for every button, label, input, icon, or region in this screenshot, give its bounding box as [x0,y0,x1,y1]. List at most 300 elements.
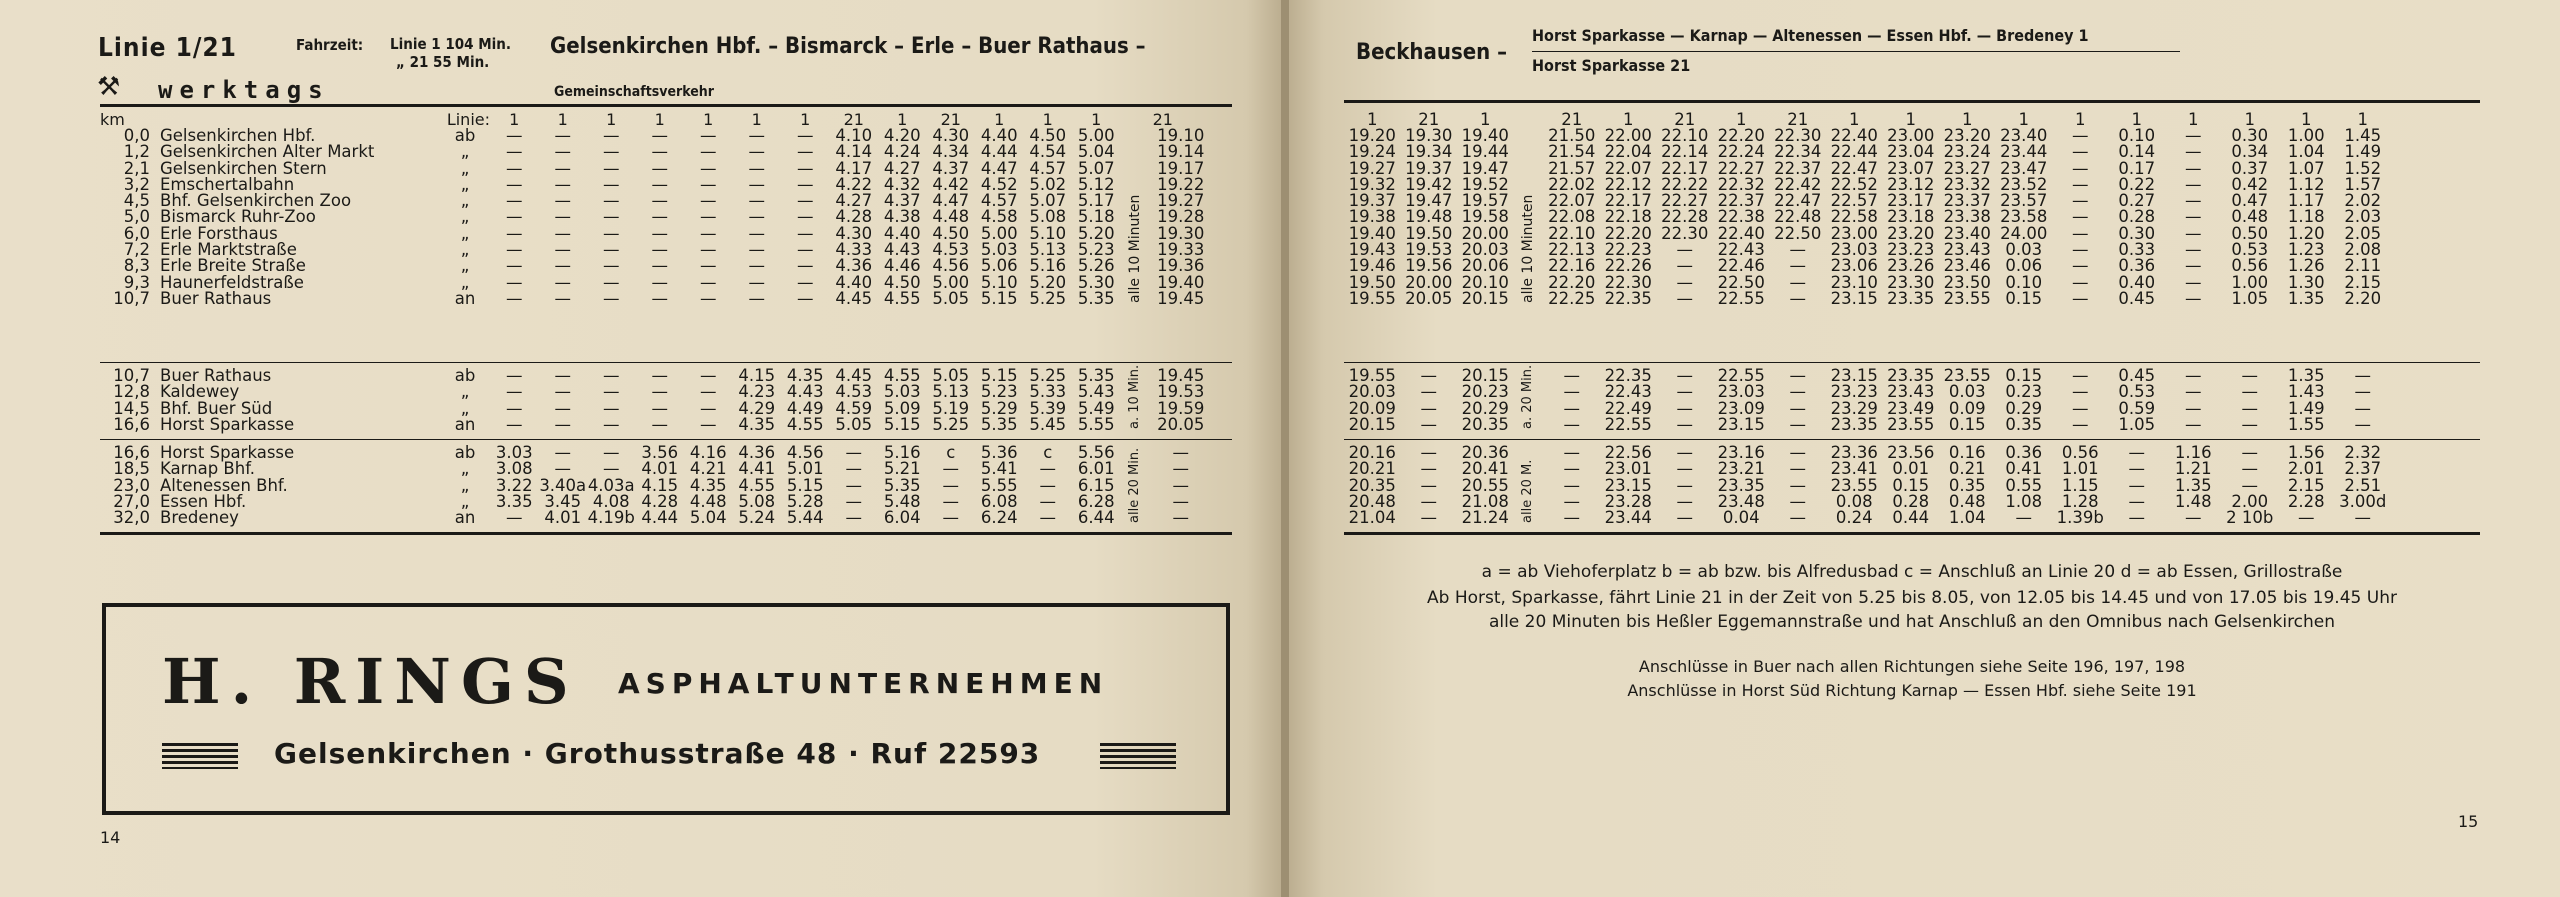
time-cell: 5.19 [932,398,970,418]
stop-name: Gelsenkirchen Alter Markt [160,142,375,162]
time-cell: 23.43 [1887,382,1935,402]
time-cell: — [700,223,717,243]
time-cell: — [700,207,717,227]
time-cell: — [2072,158,2089,178]
time-cell: — [1563,382,1580,402]
time-cell: 1.00 [2231,272,2269,292]
time-cell: 5.55 [980,475,1018,495]
time-cell: 4.53 [835,382,873,402]
time-cell: — [2072,382,2089,402]
stop-name: Karnap Bhf. [160,459,256,479]
time-cell: 4.20 [883,126,921,145]
time-cell: 5.43 [1077,382,1115,402]
hammer-and-pick-icon: ⚒ [97,72,121,102]
time-cell: — [506,223,523,243]
time-cell: — [603,443,620,462]
time-cell: 19.14 [1157,142,1205,162]
time-cell: 1.23 [2287,240,2325,260]
time-cell: 4.37 [883,191,921,211]
time-cell: 23.35 [1830,414,1878,434]
interval-label: alle 20 Min. [1126,447,1142,523]
time-cell: 23.58 [2000,207,2048,227]
left-header-row [100,110,1205,129]
time-cell: 23.17 [1887,191,1935,211]
dep-arr-mark: ab [454,366,476,385]
time-cell: 0.45 [2118,288,2156,308]
time-cell: 0.23 [2005,382,2043,402]
time-cell: 20.36 [1461,443,1509,462]
time-cell: 23.28 [1604,491,1652,511]
time-cell: 5.35 [980,414,1018,434]
line-number: 1 [2188,110,2199,129]
header-rule [100,104,1232,107]
time-cell: 19.22 [1157,174,1205,194]
time-cell: 0.45 [2118,366,2156,385]
time-cell: — [603,398,620,418]
time-cell: — [797,272,814,292]
time-cell: — [1676,414,1693,434]
km-value: 0,0 [123,126,150,145]
line-number-row [1344,110,2391,129]
line-number: 1 [2131,110,2142,129]
time-cell: 1.07 [2287,158,2325,178]
time-cell: — [2072,366,2089,385]
time-cell: 20.21 [1348,459,1396,479]
time-cell: — [1676,240,1693,260]
time-cell: 0.15 [1892,475,1930,495]
time-cell: 0.27 [2118,191,2156,211]
time-cell: 4.44 [980,142,1018,162]
time-cell: 4.47 [980,158,1018,178]
time-cell: 3.56 [641,443,679,462]
time-cell: 6.15 [1077,475,1115,495]
time-cell: 19.32 [1348,174,1396,194]
time-cell: 5.44 [786,508,824,528]
time-cell: 6.08 [980,491,1018,511]
time-cell: — [942,459,959,479]
time-cell: 22.00 [1604,126,1652,145]
time-cell: 0.36 [2005,443,2043,462]
time-cell: 23.50 [1943,272,1991,292]
time-cell: — [603,256,620,276]
km-value: 4,5 [123,191,150,211]
km-value: 3,2 [123,174,150,194]
time-cell: — [1039,508,1056,528]
time-cell: 0.34 [2231,142,2269,162]
right-block1 [1344,128,2391,307]
time-cell: 21.54 [1548,142,1596,162]
time-cell: 6.24 [980,508,1018,528]
time-cell: — [2128,459,2145,479]
time-cell: 20.41 [1461,459,1509,479]
route-divider [1532,51,2180,52]
time-cell: — [506,158,523,178]
time-cell: — [554,126,571,145]
time-cell: — [1563,398,1580,418]
time-cell: 4.48 [689,491,727,511]
interval-label: alle 20 M. [1519,459,1535,523]
time-cell: 5.15 [786,475,824,495]
time-cell: 19.44 [1461,142,1509,162]
time-cell: 22.32 [1717,174,1765,194]
time-cell: — [797,207,814,227]
time-cell: — [554,288,571,308]
time-cell: 1.35 [2287,288,2325,308]
time-cell: — [554,174,571,194]
footnote-legend: a = ab Viehoferplatz b = ab bzw. bis Alfredusbad c = Anschluß an Linie 20 d = ab Essen, Grillostraße [1481,562,2343,582]
time-cell: 4.46 [883,256,921,276]
time-cell: 4.58 [980,207,1018,227]
time-cell: 0.41 [2005,459,2043,479]
section-rule [100,439,1232,440]
time-cell: 22.10 [1548,223,1596,243]
time-cell: — [942,491,959,511]
time-cell: 5.09 [883,398,921,418]
time-cell: 4.24 [883,142,921,162]
time-cell: 0.30 [2231,126,2269,145]
time-cell: 5.25 [1029,288,1067,308]
time-cell: 23.27 [1943,158,1991,178]
time-cell: — [748,256,765,276]
time-cell: 1.56 [2287,443,2325,462]
time-cell: 22.17 [1604,191,1652,211]
time-cell: 5.06 [980,256,1018,276]
stop-name: Altenessen Bhf. [160,475,288,495]
time-cell: — [748,142,765,162]
time-cell: 0.04 [1722,508,1760,528]
time-cell: — [700,240,717,260]
route-line-1: Horst Sparkasse — Karnap — Altenessen — Essen Hbf. — Bredeney 1 [1532,26,2089,45]
time-cell: 0.10 [2005,272,2043,292]
stop-name: Erle Forsthaus [160,223,278,243]
time-cell: — [651,398,668,418]
time-cell: — [2072,240,2089,260]
time-cell: 4.32 [883,174,921,194]
time-cell: — [1676,382,1693,402]
time-cell: 2.00 [2231,491,2269,511]
time-cell: 0.28 [2118,207,2156,227]
time-cell: 22.14 [1661,142,1709,162]
time-cell: 0.08 [1835,491,1873,511]
time-cell: 22.35 [1604,366,1652,385]
time-cell: — [603,240,620,260]
time-cell: — [651,366,668,385]
time-cell: 5.17 [1077,191,1115,211]
time-cell: 5.55 [1077,414,1115,434]
line-number: 1 [1091,110,1102,129]
time-cell: — [1676,491,1693,511]
time-cell: 4.45 [835,288,873,308]
time-cell: 23.47 [2000,158,2048,178]
time-cell: 22.02 [1548,174,1596,194]
time-cell: — [2072,142,2089,162]
time-cell: 20.48 [1348,491,1396,511]
time-cell: 22.35 [1604,288,1652,308]
time-cell: 0.29 [2005,398,2043,418]
stop-name: Buer Rathaus [160,366,272,385]
time-cell: 22.47 [1830,158,1878,178]
time-cell: — [2072,207,2089,227]
time-cell: 4.22 [835,174,873,194]
time-cell: — [2185,272,2202,292]
time-cell: 5.56 [1077,443,1115,462]
note-horst: Anschlüsse in Horst Süd Richtung Karnap — Essen Hbf. siehe Seite 191 [1627,681,2197,700]
time-cell: 22.13 [1548,240,1596,260]
line-number: 1 [2075,110,2086,129]
time-cell: 5.10 [1029,223,1067,243]
time-cell: 1.26 [2287,256,2325,276]
time-cell: 1.21 [2174,459,2212,479]
time-cell: 4.47 [932,191,970,211]
time-cell: — [1563,491,1580,511]
time-cell: 22.55 [1604,414,1652,434]
time-cell: 20.05 [1405,288,1453,308]
time-cell: — [2072,191,2089,211]
time-cell: — [748,126,765,145]
dep-arr-mark: „ [460,475,470,495]
time-cell: 4.43 [786,382,824,402]
time-cell: 20.00 [1405,272,1453,292]
time-cell: 22.43 [1717,240,1765,260]
km-value: 27,0 [113,491,150,511]
time-cell: 5.02 [1029,174,1067,194]
time-cell: 20.29 [1461,398,1509,418]
time-cell: 19.33 [1157,240,1205,260]
time-cell: — [2072,174,2089,194]
line-number: 21 [940,110,961,129]
time-cell: 3.35 [495,491,533,511]
time-cell: 2.32 [2344,443,2382,462]
ad-company-name: H. RINGS [162,645,579,718]
time-cell: 2.20 [2344,288,2382,308]
time-cell: — [1039,459,1056,479]
time-cell: 1.20 [2287,223,2325,243]
time-cell: 1.01 [2061,459,2099,479]
time-cell: 23.57 [2000,191,2048,211]
time-cell: 22.49 [1604,398,1652,418]
line-number: 1 [751,110,762,129]
time-cell: 5.04 [689,508,727,528]
time-cell: — [797,240,814,260]
time-cell: — [1676,508,1693,528]
time-cell: 4.49 [786,398,824,418]
time-cell: — [748,223,765,243]
line-number: 21 [1787,110,1809,129]
time-cell: 19.17 [1157,158,1205,178]
time-cell: c [1043,443,1053,462]
time-cell: — [2185,174,2202,194]
time-cell: 2.05 [2344,223,2382,243]
stop-name: Kaldewey [160,382,240,402]
time-cell: 2.03 [2344,207,2382,227]
time-cell: 22.30 [1604,272,1652,292]
line-number: 1 [606,110,617,129]
time-cell: 22.30 [1661,223,1709,243]
km-header: km [100,110,125,129]
time-cell: 1.17 [2287,191,2325,211]
dep-arr-mark: „ [460,256,470,276]
time-cell: — [2072,126,2089,145]
time-cell: 24.00 [2000,223,2048,243]
time-cell: 4.10 [835,126,873,145]
time-cell: — [2298,508,2315,528]
time-cell: — [2241,459,2258,479]
time-cell: — [651,382,668,402]
time-cell: 19.52 [1461,174,1509,194]
time-cell: 4.35 [738,414,776,434]
km-value: 2,1 [123,158,150,178]
time-cell: 23.56 [1887,443,1935,462]
time-cell: 23.44 [2000,142,2048,162]
time-cell: 22.12 [1604,174,1652,194]
time-cell: 4.27 [835,191,873,211]
time-cell: — [506,508,523,528]
time-cell: — [748,288,765,308]
time-cell: 20.03 [1461,240,1509,260]
time-cell: 19.30 [1157,223,1205,243]
time-cell: 23.20 [1943,126,1991,145]
time-cell: 4.44 [641,508,679,528]
line-number: 21 [1561,110,1583,129]
dep-arr-mark: „ [460,207,470,227]
left-section-1 [100,368,1205,433]
time-cell: 4.40 [883,223,921,243]
km-value: 5,0 [123,207,150,227]
time-cell: 22.23 [1604,240,1652,260]
time-cell: 23.16 [1717,443,1765,462]
time-cell: — [651,174,668,194]
dep-arr-mark: „ [460,398,470,418]
time-cell: — [554,256,571,276]
time-cell: — [1420,508,1437,528]
time-cell: — [1563,443,1580,462]
time-cell: — [554,414,571,434]
time-cell: 22.04 [1604,142,1652,162]
time-cell: — [797,174,814,194]
linie-header: Linie: [446,110,490,129]
km-value: 14,5 [113,398,150,418]
right-block3 [1344,445,2391,526]
time-cell: 5.10 [980,272,1018,292]
time-cell: 22.55 [1717,366,1765,385]
km-value: 16,6 [113,414,150,434]
time-cell: 1.05 [2118,414,2156,434]
time-cell: — [700,382,717,402]
time-cell: 5.01 [786,459,824,479]
time-cell: — [651,158,668,178]
time-cell: 23.52 [2000,174,2048,194]
time-cell: — [2128,491,2145,511]
time-cell: — [603,142,620,162]
time-cell: — [603,272,620,292]
time-cell: 4.52 [980,174,1018,194]
time-cell: — [1563,459,1580,479]
time-cell: 20.00 [1461,223,1509,243]
time-cell: — [700,366,717,385]
time-cell: — [2185,414,2202,434]
time-cell: 23.40 [1943,223,1991,243]
dep-arr-mark: „ [460,491,470,511]
time-cell: — [651,223,668,243]
time-cell: 23.15 [1830,288,1878,308]
book-gutter [1281,0,1289,897]
interval-label: a. 20 Min. [1519,365,1535,430]
time-cell: — [506,414,523,434]
fahrzeit-line-1: Linie 1 104 Min. [390,35,512,53]
time-cell: — [651,126,668,145]
time-cell: 19.34 [1405,142,1453,162]
time-cell: — [1789,508,1806,528]
time-cell: — [1563,366,1580,385]
time-cell: 0.40 [2118,272,2156,292]
time-cell: — [1420,491,1437,511]
note-buer: Anschlüsse in Buer nach allen Richtungen siehe Seite 196, 197, 198 [1638,657,2186,676]
time-cell: 0.28 [1892,491,1930,511]
time-cell: 4.29 [738,398,776,418]
advertisement-box [102,603,1230,815]
time-cell: — [506,382,523,402]
time-cell: 19.59 [1157,398,1205,418]
time-cell: — [1172,491,1189,511]
time-cell: 5.39 [1029,398,1067,418]
time-cell: 4.55 [786,414,824,434]
time-cell: — [1789,240,1806,260]
time-cell: 5.25 [1029,366,1067,385]
time-cell: — [2185,398,2202,418]
time-cell: 0.15 [2005,366,2043,385]
time-cell: 23.37 [1943,191,1991,211]
time-cell: 5.12 [1077,174,1115,194]
time-cell: 20.10 [1461,272,1509,292]
time-cell: 23.55 [1887,414,1935,434]
time-cell: — [2185,207,2202,227]
time-cell: — [506,272,523,292]
time-cell: 5.45 [1029,414,1067,434]
left-section-2 [100,445,1205,526]
time-cell: — [651,207,668,227]
time-cell: — [603,126,620,145]
time-cell: 23.46 [1943,256,1991,276]
time-cell: 19.45 [1157,366,1205,385]
dep-arr-mark: „ [460,240,470,260]
time-cell: 3.00d [2339,491,2387,511]
time-cell: 0.55 [2005,475,2043,495]
line-number: 1 [2357,110,2368,129]
section-rule [100,532,1232,535]
time-cell: — [2354,382,2371,402]
time-cell: 22.28 [1661,207,1709,227]
time-cell: — [651,240,668,260]
time-cell: 0.16 [1948,443,1986,462]
time-cell: — [603,414,620,434]
stop-name: Essen Hbf. [160,491,247,511]
time-cell: — [700,272,717,292]
time-cell: — [1789,366,1806,385]
time-cell: — [554,366,571,385]
time-cell: 19.56 [1405,256,1453,276]
time-cell: 22.20 [1604,223,1652,243]
time-cell: 0.33 [2118,240,2156,260]
time-cell: 22.47 [1774,191,1822,211]
km-value: 7,2 [123,240,150,260]
time-cell: 23.24 [1943,142,1991,162]
time-cell: 6.44 [1077,508,1115,528]
time-cell: 19.50 [1405,223,1453,243]
time-cell: 22.38 [1717,207,1765,227]
time-cell: 23.00 [1887,126,1935,145]
time-cell: 22.58 [1830,207,1878,227]
time-cell: 5.08 [1029,207,1067,227]
